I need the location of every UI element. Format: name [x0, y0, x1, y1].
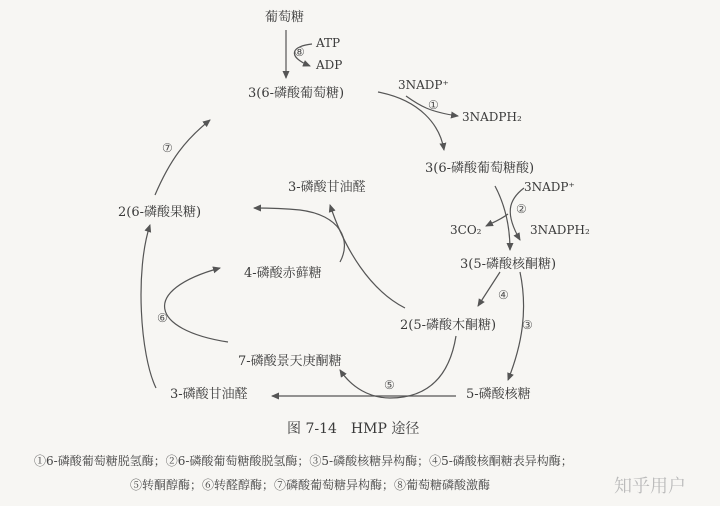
cofactor-nadp-1: 3NADP⁺	[398, 78, 449, 92]
node-e4p: 4-磷酸赤藓糖	[244, 266, 322, 281]
arrow-s7p-to-e4p	[165, 268, 228, 342]
node-g6p: 3(6-磷酸葡萄糖)	[248, 86, 345, 101]
step-1-label: ①	[428, 98, 439, 112]
node-6pg: 3(6-磷酸葡萄糖酸)	[425, 161, 535, 176]
arrow-gap-to-f6p	[141, 225, 156, 388]
cofactor-nadp-2: 3NADP⁺	[524, 180, 575, 194]
node-ru5p: 3(5-磷酸核酮糖)	[460, 257, 557, 272]
step-8-label: ⑧	[294, 45, 305, 59]
enzyme-legend-line-2: ⑤转酮醇酶；⑥转醛醇酶；⑦磷酸葡萄糖异构酶；⑧葡萄糖磷酸激酶	[130, 478, 491, 492]
node-r5p: 5-磷酸核糖	[466, 387, 531, 402]
step-7-label: ⑦	[162, 141, 173, 155]
arrow-e4p-to-f6p	[254, 208, 344, 262]
cofactor-atp: ATP	[316, 36, 341, 50]
arrow-ru5p-to-xu5p	[478, 272, 500, 306]
node-glucose: 葡萄糖	[265, 10, 305, 25]
node-gap-bottom: 3-磷酸甘油醛	[170, 387, 248, 402]
watermark: 知乎用户	[614, 476, 686, 497]
node-f6p: 2(6-磷酸果糖)	[118, 205, 202, 220]
step-3-label: ③	[522, 318, 533, 332]
arrow-co2-release	[486, 214, 508, 226]
arrow-xu5p-to-gap-top	[330, 205, 405, 308]
figure-caption: 图 7-14 HMP 途径	[287, 421, 420, 437]
node-gap-top: 3-磷酸甘油醛	[288, 180, 366, 195]
step-2-label: ②	[516, 202, 527, 216]
step-6-label: ⑥	[157, 311, 168, 325]
step-5-label: ⑤	[384, 378, 395, 392]
cofactor-adp: ADP	[316, 58, 343, 72]
node-s7p: 7-磷酸景天庚酮糖	[238, 354, 342, 369]
node-xu5p: 2(5-磷酸木酮糖)	[400, 318, 497, 333]
cofactor-nadph-1: 3NADPH₂	[462, 110, 522, 124]
arrow-xu5p-to-s7p	[340, 336, 456, 398]
step-4-label: ④	[498, 288, 509, 302]
cofactor-co2: 3CO₂	[450, 223, 482, 237]
enzyme-legend-line-1: ①6-磷酸葡萄糖脱氢酶；②6-磷酸葡萄糖酸脱氢酶；③5-磷酸核糖异构酶；④5-磷酸核酮糖表异构酶；	[34, 454, 573, 468]
arrow-f6p-to-g6p	[155, 120, 210, 195]
cofactor-nadph-2: 3NADPH₂	[530, 223, 590, 237]
